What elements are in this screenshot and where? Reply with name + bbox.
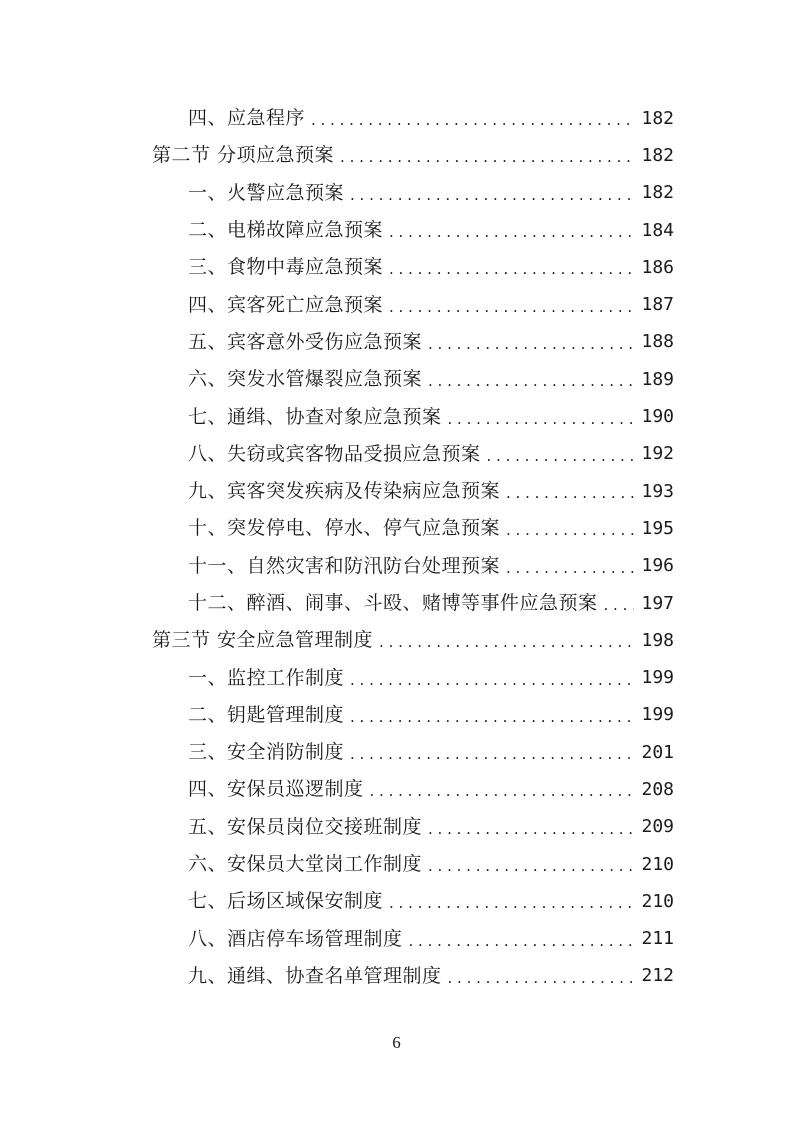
- toc-dot-leader: [604, 598, 634, 613]
- toc-item-entry[interactable]: [0, 510, 793, 547]
- toc-entry-page-number: 187: [641, 294, 674, 316]
- toc-section-entry[interactable]: [0, 622, 793, 659]
- toc-entry-title: 八、失窃或宾客物品受损应急预案: [188, 442, 481, 465]
- toc-dot-leader: [448, 412, 634, 427]
- toc-entry-page-number: 182: [641, 182, 674, 204]
- toc-item-entry[interactable]: [0, 659, 793, 696]
- toc-dot-leader: [389, 300, 634, 315]
- toc-dot-leader: [311, 113, 634, 128]
- toc-entry-page-number: 211: [641, 928, 674, 950]
- toc-item-entry[interactable]: [0, 324, 793, 361]
- toc-entry-page-number: 208: [641, 778, 674, 800]
- toc-dot-leader: [428, 337, 634, 352]
- toc-entry-page-number: 193: [641, 480, 674, 502]
- toc-entry-page-number: 201: [641, 741, 674, 763]
- toc-entry-page-number: 188: [641, 331, 674, 353]
- toc-entry-page-number: 209: [641, 816, 674, 838]
- toc-entry-page-number: 195: [641, 517, 674, 539]
- toc-entry-title: 四、应急程序: [188, 107, 306, 130]
- toc-entry-title: 五、安保员岗位交接班制度: [188, 815, 423, 838]
- toc-dot-leader: [350, 188, 634, 203]
- toc-entry-title: 第三节 安全应急管理制度: [152, 629, 374, 652]
- toc-entry-title: 七、通缉、协查对象应急预案: [188, 405, 442, 428]
- toc-item-entry[interactable]: [0, 921, 793, 958]
- toc-dot-leader: [379, 635, 634, 650]
- toc-dot-leader: [389, 225, 634, 240]
- toc-entry-page-number: 190: [641, 406, 674, 428]
- toc-item-entry[interactable]: [0, 809, 793, 846]
- toc-entry-title: 四、宾客死亡应急预案: [188, 293, 384, 316]
- toc-dot-leader: [409, 934, 634, 949]
- toc-dot-leader: [350, 673, 634, 688]
- toc-entry-title: 一、火警应急预案: [188, 181, 345, 204]
- toc-entry-page-number: 199: [641, 704, 674, 726]
- toc-item-entry[interactable]: [0, 249, 793, 286]
- toc-dot-leader: [428, 822, 634, 837]
- toc-entry-page-number: 189: [641, 368, 674, 390]
- toc-item-entry[interactable]: [0, 175, 793, 212]
- toc-item-entry[interactable]: [0, 100, 793, 137]
- toc-entry-title: 十二、醉酒、闹事、斗殴、赌博等事件应急预案: [188, 592, 598, 614]
- toc-item-entry[interactable]: [0, 212, 793, 249]
- toc-entry-page-number: 196: [641, 555, 674, 577]
- toc-item-entry[interactable]: [0, 548, 793, 585]
- toc-entry-title: 一、监控工作制度: [188, 666, 345, 689]
- toc-item-entry[interactable]: [0, 473, 793, 510]
- toc-entry-page-number: 210: [641, 853, 674, 875]
- toc-dot-leader: [428, 374, 634, 389]
- toc-entry-page-number: 192: [641, 443, 674, 465]
- toc-entry-title: 九、通缉、协查名单管理制度: [188, 964, 442, 987]
- toc-dot-leader: [506, 486, 634, 501]
- toc-dot-leader: [448, 971, 634, 986]
- toc-item-entry[interactable]: [0, 286, 793, 323]
- toc-dot-leader: [428, 859, 634, 874]
- toc-item-entry[interactable]: [0, 846, 793, 883]
- toc-dot-leader: [506, 561, 634, 576]
- toc-dot-leader: [389, 262, 634, 277]
- toc-entry-page-number: 186: [641, 256, 674, 278]
- toc-entry-title: 十、突发停电、停水、停气应急预案: [188, 517, 501, 540]
- toc-item-entry[interactable]: [0, 398, 793, 435]
- toc-entry-page-number: 182: [641, 144, 674, 166]
- toc-entry-title: 二、钥匙管理制度: [188, 703, 345, 726]
- page-number: 6: [392, 1033, 401, 1052]
- toc-item-entry[interactable]: [0, 958, 793, 995]
- toc-entry-page-number: 182: [641, 107, 674, 129]
- toc-item-entry[interactable]: [0, 361, 793, 398]
- toc-dot-leader: [389, 896, 634, 911]
- toc-entry-title: 五、宾客意外受伤应急预案: [188, 330, 423, 353]
- toc-entry-page-number: 184: [641, 219, 674, 241]
- toc-entry-title: 七、后场区域保安制度: [188, 890, 384, 913]
- toc-entry-page-number: 197: [641, 592, 674, 614]
- toc-item-entry[interactable]: [0, 585, 793, 622]
- toc-section-entry[interactable]: [0, 137, 793, 174]
- toc-entry-title: 六、突发水管爆裂应急预案: [188, 368, 423, 391]
- toc-entry-title: 六、安保员大堂岗工作制度: [188, 853, 423, 876]
- toc-dot-leader: [370, 784, 634, 799]
- toc-dot-leader: [487, 449, 634, 464]
- toc-dot-leader: [350, 747, 634, 762]
- toc-entry-title: 四、安保员巡逻制度: [188, 778, 364, 801]
- toc-entry-title: 三、食物中毒应急预案: [188, 256, 384, 279]
- table-of-contents: [0, 100, 793, 995]
- toc-entry-title: 第二节 分项应急预案: [152, 144, 335, 167]
- toc-item-entry[interactable]: [0, 883, 793, 920]
- toc-entry-page-number: 212: [641, 965, 674, 987]
- toc-dot-leader: [350, 710, 634, 725]
- toc-entry-page-number: 198: [641, 629, 674, 651]
- toc-entry-page-number: 199: [641, 667, 674, 689]
- toc-entry-title: 三、安全消防制度: [188, 741, 345, 764]
- toc-item-entry[interactable]: [0, 697, 793, 734]
- toc-dot-leader: [506, 523, 634, 538]
- toc-entry-title: 十一、自然灾害和防汛防台处理预案: [188, 554, 501, 577]
- toc-item-entry[interactable]: [0, 436, 793, 473]
- toc-entry-title: 八、酒店停车场管理制度: [188, 927, 403, 950]
- toc-entry-title: 二、电梯故障应急预案: [188, 219, 384, 242]
- toc-dot-leader: [340, 150, 634, 165]
- toc-item-entry[interactable]: [0, 771, 793, 808]
- toc-entry-title: 九、宾客突发疾病及传染病应急预案: [188, 480, 501, 503]
- toc-entry-page-number: 210: [641, 890, 674, 912]
- toc-item-entry[interactable]: [0, 734, 793, 771]
